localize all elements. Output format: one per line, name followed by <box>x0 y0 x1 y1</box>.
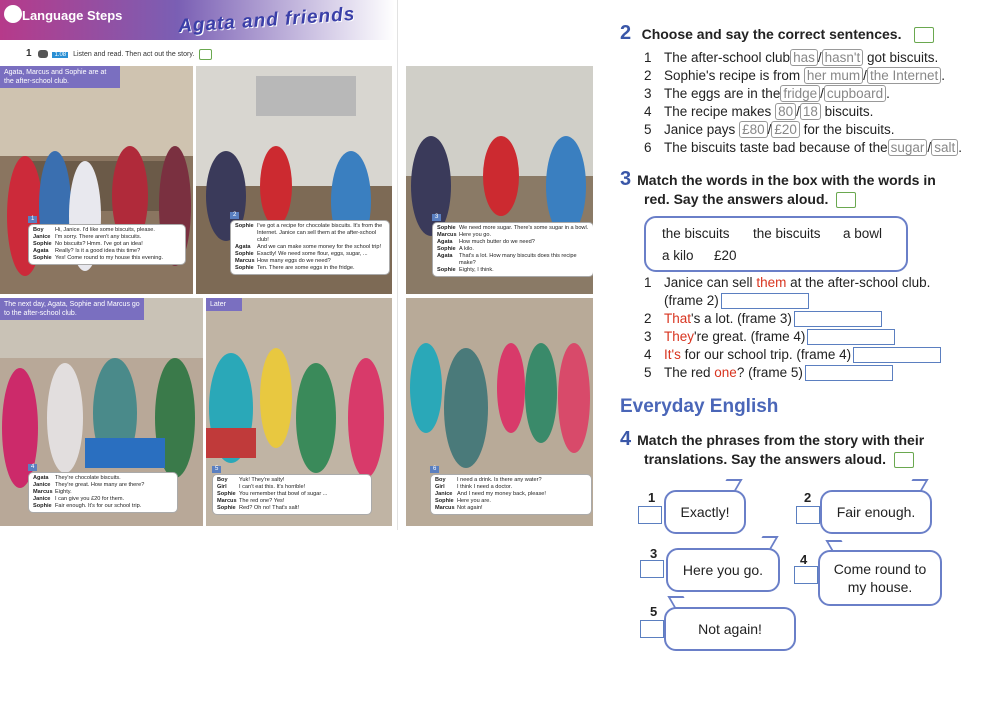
phrase-answer-box[interactable] <box>640 560 664 578</box>
speaking-icon <box>914 27 934 43</box>
dialog-line: Marcus The red one? Yes! <box>217 498 285 504</box>
exercise-1-instruction <box>26 48 212 60</box>
dialog-line: Girl I can't eat this. It's horrible! <box>217 484 306 490</box>
option-button[interactable]: fridge <box>780 85 820 102</box>
answer-input[interactable] <box>721 293 809 309</box>
phrase-bubble-1 <box>664 490 746 534</box>
dialog-line: Sophie Red? Oh no! That's salt! <box>217 505 300 511</box>
option-button[interactable]: sugar <box>888 139 928 156</box>
answer-input[interactable] <box>807 329 895 345</box>
option-button[interactable]: the Internet <box>867 67 941 84</box>
dialog-line: Agata And we can make some money for the school trip! <box>235 244 382 250</box>
option-button[interactable]: £80 <box>739 121 768 138</box>
option-button[interactable]: 80 <box>775 103 796 120</box>
frame-4-dialog <box>28 464 178 513</box>
series-title: Language Steps <box>22 8 123 23</box>
option-button[interactable]: £20 <box>771 121 800 138</box>
phrase-number: 5 <box>650 604 658 619</box>
story-frame-4 <box>0 298 203 526</box>
box-word: £20 <box>714 248 737 263</box>
logo-icon <box>4 5 22 23</box>
box-word: a kilo <box>662 248 694 263</box>
dialog-line: Marcus Not again! <box>435 505 483 511</box>
dialog-line: Marcus Eighty. <box>33 489 72 495</box>
phrase-text: Here you go. <box>682 562 764 578</box>
frame-4-caption: The next day, Agata, Sophie and Marcus go to the after-school club. <box>0 298 144 320</box>
answer-input[interactable] <box>794 311 882 327</box>
dialog-line: Sophie Yes! Come round to my house this evening. <box>33 255 164 261</box>
exercise-2-item: 4 The recipe makes 80 / 18 biscuits. <box>644 104 874 119</box>
frame-3-number: 3 <box>432 214 441 221</box>
option-button[interactable]: cupboard <box>824 85 886 102</box>
frame-2-number: 2 <box>230 212 239 219</box>
everyday-english-heading: Everyday English <box>620 396 779 417</box>
exercise-2-item: 3 The eggs are in the fridge / cupboard . <box>644 86 890 101</box>
story-frame-2 <box>196 66 392 294</box>
exercise-3-list <box>644 274 941 382</box>
dialog-line: Sophie A kilo. <box>437 246 474 252</box>
frame-5-dialog <box>212 466 372 515</box>
dialog-line: Boy Hi, Janice. I'd like some biscuits, please. <box>33 227 155 233</box>
exercise-2-item: 6 The biscuits taste bad because of the sugar / salt . <box>644 140 962 155</box>
frame-1-dialog <box>28 216 186 265</box>
exercise-3-item: 1 Janice can sell them at the after-school club. <box>644 275 931 290</box>
dialog-line: Sophie We need more sugar. There's some sugar in a bowl. <box>437 225 589 231</box>
phrase-text: Come round to <box>833 561 927 577</box>
option-button[interactable]: salt <box>931 139 958 156</box>
phrase-number: 2 <box>804 490 812 505</box>
exercise-2-heading <box>620 22 934 45</box>
phrase-number: 3 <box>650 546 658 561</box>
exercise-4-heading <box>620 430 924 469</box>
story-frame-1 <box>0 66 193 294</box>
dialog-line: Boy I need a drink. Is there any water? <box>435 477 542 483</box>
dialog-line: Janice I'm sorry. There aren't any biscuits. <box>33 234 142 240</box>
exercise-2-item: 2 Sophie's recipe is from her mum / the Internet . <box>644 68 946 83</box>
phrase-number: 1 <box>648 490 656 505</box>
exercise-2-list <box>644 49 962 157</box>
exercise-3-title-line2: red. Say the answers aloud. <box>644 191 829 207</box>
option-button[interactable]: her mum <box>804 67 863 84</box>
dialog-line: Sophie Ten. There are some eggs in the fridge. <box>235 265 355 271</box>
frame-6-number: 6 <box>430 466 439 473</box>
exercise-4-title-line1: Match the phrases from the story with their <box>637 432 925 448</box>
audio-icon[interactable] <box>38 50 48 58</box>
phrase-answer-box[interactable] <box>640 620 664 638</box>
exercise-3-title-line1: Match the words in the box with the words in <box>637 172 936 188</box>
exercise-3-item: 4 It's for our school trip. (frame 4) <box>644 346 941 364</box>
phrase-text: Exactly! <box>680 504 730 520</box>
phrase-answer-box[interactable] <box>638 506 662 524</box>
exercise-2-item: 1 The after-school club has / hasn't got biscuits. <box>644 50 939 65</box>
frame-4-number: 4 <box>28 464 37 471</box>
exercise-3-number: 3 <box>620 168 632 190</box>
story-frame-6 <box>406 298 593 526</box>
answer-input[interactable] <box>805 365 893 381</box>
exercise-3-item-cont: (frame 2) <box>644 292 941 310</box>
exercise-1-number: 1 <box>26 48 32 59</box>
box-word: the biscuits <box>662 226 730 241</box>
exercise-3-heading <box>620 170 936 209</box>
frame-6-dialog <box>430 466 592 515</box>
dialog-line: Agata How much butter do we need? <box>437 239 535 245</box>
exercise-3-item: 2 That's a lot. (frame 3) <box>644 310 941 328</box>
frame-3-dialog <box>432 214 593 277</box>
dialog-line: Janice They're great. How many are there? <box>33 482 145 488</box>
phrase-answer-box[interactable] <box>794 566 818 584</box>
dialog-line: Sophie You remember that bowl of sugar ... <box>217 491 328 497</box>
dialog-line: Sophie Fair enough. It's for our school trip. <box>33 503 142 509</box>
dialog-line: Janice I can give you £20 for them. <box>33 496 125 502</box>
story-frame-3 <box>406 66 593 294</box>
dialog-line: Sophie No biscuits? Hmm. I've got an idea! <box>33 241 143 247</box>
phrase-text: my house. <box>847 579 913 595</box>
dialog-line: Agata Really? Is it a good idea this time? <box>33 248 141 254</box>
option-button[interactable]: hasn't <box>822 49 864 66</box>
answer-input[interactable] <box>853 347 941 363</box>
exercise-2-title: Choose and say the correct sentences. <box>641 26 902 42</box>
speaking-icon <box>199 49 212 60</box>
frame-1-number: 1 <box>28 216 37 223</box>
dialog-line: Marcus Here you go. <box>437 232 492 238</box>
track-number: 1.08 <box>54 52 67 58</box>
exercise-3-item: 3 They're great. (frame 4) <box>644 328 941 346</box>
exercise-1-text: Listen and read. Then act out the story. <box>73 51 195 58</box>
frame-5-number: 5 <box>212 466 221 473</box>
phrase-bubble-4 <box>818 550 942 606</box>
exercise-4-number: 4 <box>620 428 632 450</box>
phrase-bubble-2 <box>820 490 932 534</box>
phrase-bubble-3 <box>666 548 780 592</box>
page-divider <box>397 0 398 530</box>
exercise-3-item: 5 The red one? (frame 5) <box>644 364 941 382</box>
exercise-4-title-line2: translations. Say the answers aloud. <box>644 451 886 467</box>
dialog-line: Sophie Eighty, I think. <box>437 267 494 273</box>
dialog-line: Girl I think I need a doctor. <box>435 484 513 490</box>
story-frame-5 <box>206 298 392 526</box>
word-box <box>644 216 908 272</box>
dialog-line: Agata That's a lot. How many biscuits does this recipe make? <box>437 253 577 266</box>
frame-1-caption: Agata, Marcus and Sophie are at the after-school club. <box>0 66 120 88</box>
phrase-text: Not again! <box>698 621 762 637</box>
phrase-answer-box[interactable] <box>796 506 820 524</box>
frame-2-dialog <box>230 212 390 275</box>
phrase-bubble-5 <box>664 607 796 651</box>
dialog-line: Sophie Here you are. <box>435 498 491 504</box>
phrase-number: 4 <box>800 552 808 567</box>
box-word: a bowl <box>843 226 883 241</box>
exercise-2-number: 2 <box>620 22 632 44</box>
dialog-line: Agata They're chocolate biscuits. <box>33 475 121 481</box>
option-button[interactable]: 18 <box>800 103 821 120</box>
story-title: Agata and friends <box>177 3 356 38</box>
dialog-line: Sophie I've got a recipe for chocolate biscuits. It's from the Internet. Janice can sell them at the after-school club! <box>235 223 383 243</box>
dialog-line: Marcus How many eggs do we need? <box>235 258 331 264</box>
dialog-line: Boy Yuk! They're salty! <box>217 477 285 483</box>
option-button[interactable]: has <box>790 49 818 66</box>
frame-5-caption: Later <box>206 298 242 311</box>
phrase-text: Fair enough. <box>836 504 916 520</box>
speaking-icon <box>836 192 856 208</box>
speaking-icon <box>894 452 914 468</box>
dialog-line: Sophie Exactly! We need some flour, eggs, sugar, ... <box>235 251 368 257</box>
dialog-line: Janice And I need my money back, please! <box>435 491 546 497</box>
exercise-2-item: 5 Janice pays £80 / £20 for the biscuits. <box>644 122 895 137</box>
box-word: the biscuits <box>753 226 821 241</box>
